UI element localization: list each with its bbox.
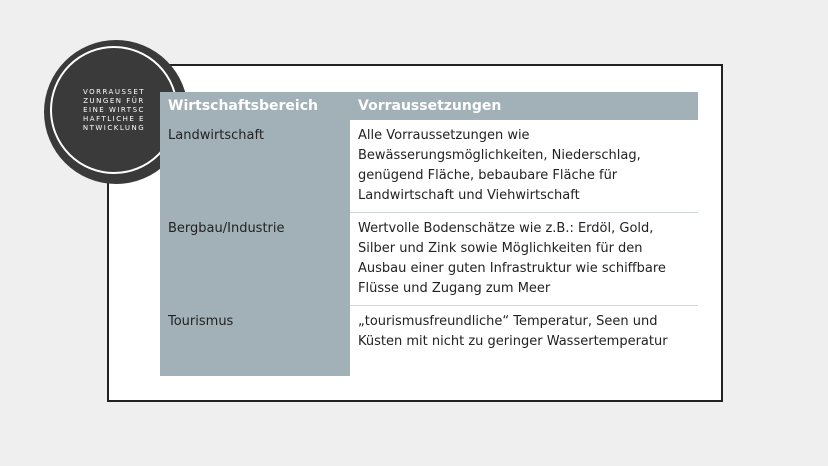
row-area: Tourismus	[160, 306, 350, 376]
requirements-table	[160, 92, 698, 376]
header-requirements: Vorraussetzungen	[350, 92, 698, 120]
row-requirements: „tourismusfreundliche“ Temperatur, Seen und Küsten mit nicht zu geringer Wassertemperatur	[350, 306, 698, 376]
table-row	[160, 306, 698, 376]
row-area: Bergbau/Industrie	[160, 213, 350, 306]
title-circle-inner	[50, 46, 178, 174]
table-header-row	[160, 92, 698, 120]
header-area: Wirtschaftsbereich	[160, 92, 350, 120]
row-requirements: Alle Vorraussetzungen wie Bewässerungsmöglichkeiten, Niederschlag, genügend Fläche, bebaubare Fläche für Landwirtschaft und Viehwirtschaft	[350, 120, 698, 213]
circle-title: VORRAUSSETZUNGEN FÜR EINE WIRTSCHAFTLICHE ENTWICKLUNG	[82, 87, 146, 132]
row-area: Landwirtschaft	[160, 120, 350, 213]
row-requirements: Wertvolle Bodenschätze wie z.B.: Erdöl, Gold, Silber und Zink sowie Möglichkeiten für den Ausbau einer guten Infrastruktur wie schiffbare Flüsse und Zugang zum Meer	[350, 213, 698, 306]
table-row	[160, 213, 698, 306]
table-row	[160, 120, 698, 213]
